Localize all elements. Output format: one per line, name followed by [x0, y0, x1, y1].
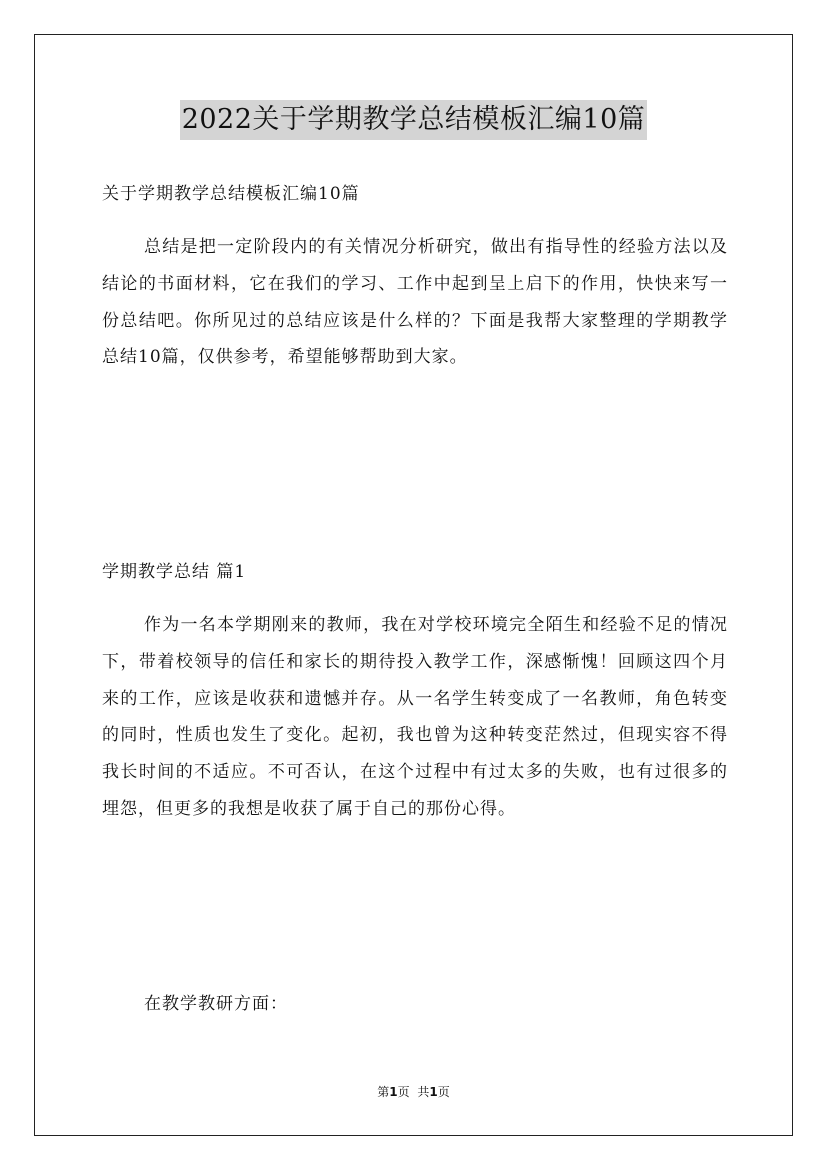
subsection-heading: 在教学教研方面： — [144, 994, 288, 1014]
footer-total-number: 1 — [429, 1085, 438, 1099]
section-paragraph: 作为一名本学期刚来的教师，我在对学校环境完全陌生和经验不足的情况下，带着校领导的信任和家长的期待投入教学工作，深感惭愧！回顾这四个月来的工作，应该是收获和遗憾并存。从一名学生转变成了一名教师，角色转变的同时，性质也发生了变化。起初，我也曾为这种转变茫然过，但现实容不得我长时间的不适应。不可否认，在这个过程中有过太多的失败，也有过很多的埋怨，但更多的我想是收获了属于自己的那份心得。 — [102, 615, 728, 819]
footer-page-number: 1 — [389, 1085, 398, 1099]
footer-page-suffix: 页 — [397, 1085, 410, 1099]
document-subtitle: 关于学期教学总结模板汇编10篇 — [102, 184, 360, 204]
document-title: 2022关于学期教学总结模板汇编10篇 — [180, 100, 648, 140]
title-container — [0, 100, 827, 140]
footer-total-prefix: 共 — [417, 1085, 430, 1099]
intro-paragraph: 总结是把一定阶段内的有关情况分析研究，做出有指导性的经验方法以及结论的书面材料，它在我们的学习、工作中起到呈上启下的作用，快快来写一份总结吧。你所见过的总结应该是什么样的？下面是我帮大家整理的学期教学总结10篇，仅供参考，希望能够帮助到大家。 — [102, 237, 728, 368]
footer-total-suffix: 页 — [437, 1085, 450, 1099]
section-heading: 学期教学总结 篇1 — [102, 562, 247, 582]
footer-page-prefix: 第 — [377, 1085, 390, 1099]
page-footer — [0, 1083, 827, 1100]
